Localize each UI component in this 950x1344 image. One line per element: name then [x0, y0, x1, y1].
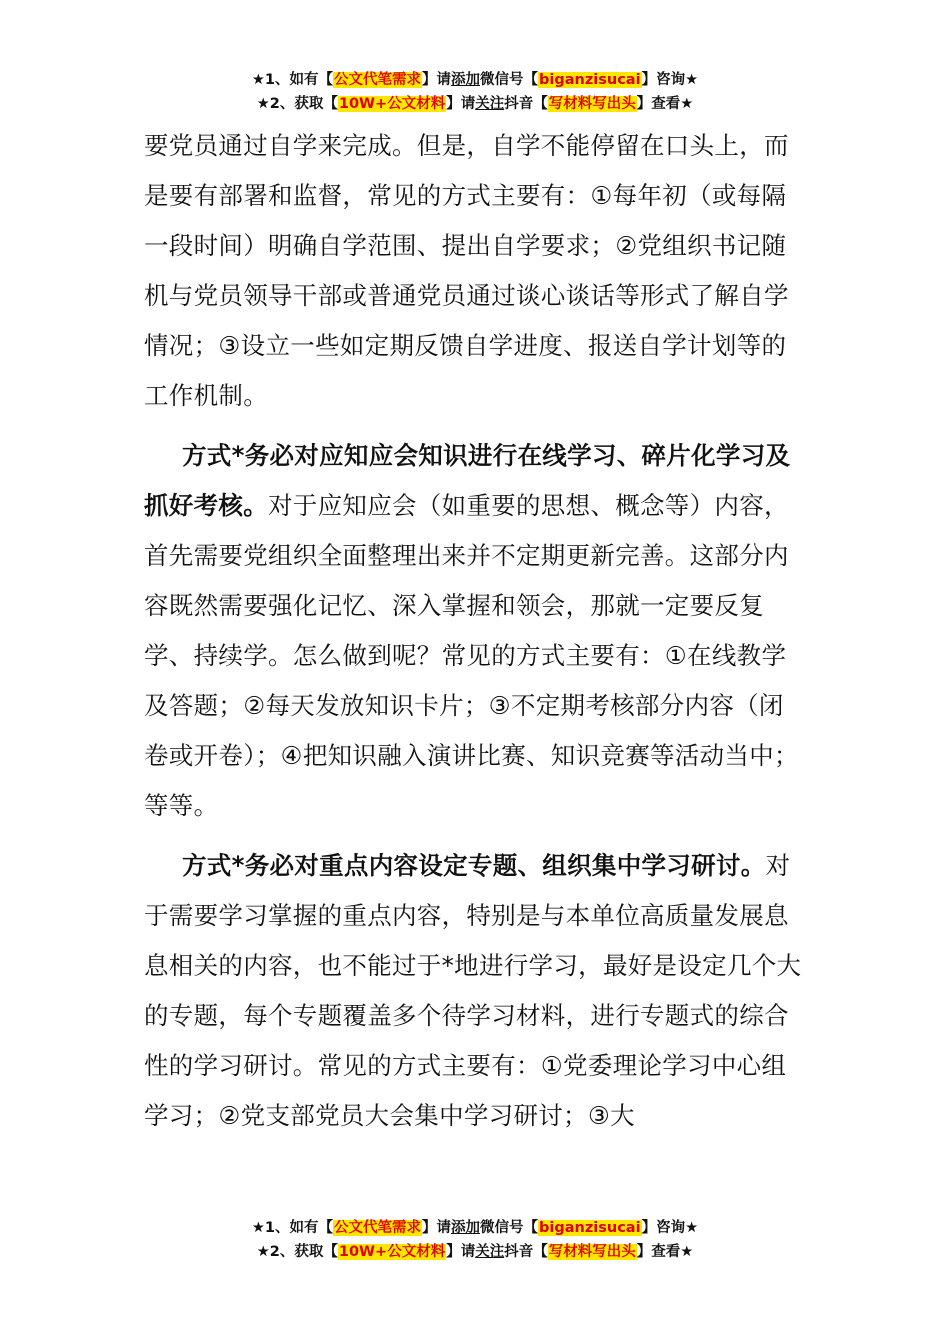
- banner-highlight-douyin: 写材料写出头: [548, 96, 636, 112]
- header-banner: [0, 68, 950, 116]
- banner-line-2: ★2、获取【10W+公文材料】请关注抖音【写材料写出头】查看★: [256, 96, 694, 112]
- banner-highlight-materials: 10W+公文材料: [338, 96, 446, 112]
- paragraph-self-study: 要党员通过自学来完成。但是，自学不能停留在口头上，而是要有部署和监督，常见的方式主要有：①每年初（或每隔一段时间）明确自学范围、提出自学要求；②党组织书记随机与党员领导干部或普通党员通过谈心谈话等形式了解自学情况；③设立一些如定期反馈自学进度、报送自学计划等的工作机制。: [144, 131, 789, 410]
- banner-line-1: ★1、如有【公文代笔需求】请添加微信号【biganzisucai】咨询★: [251, 72, 699, 88]
- banner-highlight-douyin: 写材料写出头: [548, 1244, 636, 1260]
- banner-highlight-wechat-id: biganzisucai: [539, 1220, 641, 1236]
- banner-highlight-wechat-id: biganzisucai: [539, 72, 641, 88]
- banner-highlight-materials: 10W+公文材料: [338, 1244, 446, 1260]
- document-body: [144, 121, 807, 1141]
- banner-line-2: ★2、获取【10W+公文材料】请关注抖音【写材料写出头】查看★: [256, 1244, 694, 1260]
- footer-banner: [0, 1216, 950, 1264]
- banner-highlight-service: 公文代笔需求: [334, 72, 422, 88]
- paragraph-heading: 方式*务必对重点内容设定专题、组织集中学习研讨。: [182, 851, 766, 880]
- paragraph-online-learning: 方式*务必对应知应会知识进行在线学习、碎片化学习及抓好考核。对于应知应会（如重要的思想、概念等）内容，首先需要党组织全面整理出来并不定期更新完善。这部分内容既然需要强化记忆、深入掌握和领会，那就一定要反复学、持续学。怎么做到呢？常见的方式主要有：①在线教学及答题；②每天发放知识卡片；③不定期考核部分内容（闭卷或开卷）；④把知识融入演讲比赛、知识竞赛等活动当中；等等。: [144, 441, 799, 820]
- paragraph-heading: 方式*务必对应知应会知识进行在线学习、碎片化学习及抓好考核。: [144, 441, 791, 520]
- banner-highlight-service: 公文代笔需求: [334, 1220, 422, 1236]
- paragraph-focused-topics: 方式*务必对重点内容设定专题、组织集中学习研讨。对于需要学习掌握的重点内容，特别是与本单位高质量发展息息相关的内容，也不能过于*地进行学习，最好是设定几个大的专题，每个专题覆盖多个待学习材料，进行专题式的综合性的学习研讨。常见的方式主要有：①党委理论学习中心组学习；②党支部党员大会集中学习研讨；③大: [144, 851, 802, 1130]
- banner-line-1: ★1、如有【公文代笔需求】请添加微信号【biganzisucai】咨询★: [251, 1220, 699, 1236]
